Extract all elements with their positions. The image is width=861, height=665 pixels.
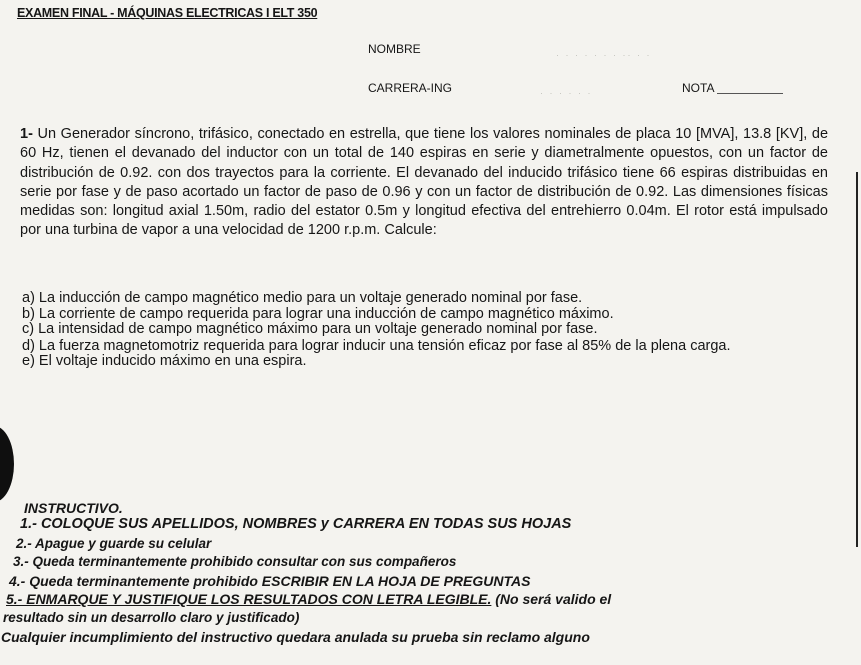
instructions-heading: INSTRUCTIVO. [24, 500, 123, 516]
page-edge-line [856, 172, 858, 547]
question-list [22, 291, 832, 369]
instruction-1: 1.- COLOQUE SUS APELLIDOS, NOMBRES y CARRERA EN TODAS SUS HOJAS [20, 516, 572, 532]
question-item-a: a) La inducción de campo magnético medio para un voltaje generado nominal por fase. [22, 290, 583, 306]
nota-label: NOTA [682, 81, 715, 95]
problem-statement [20, 125, 828, 241]
problem-text: Un Generador síncrono, trifásico, conectado en estrella, que tiene los valores nominales de placa 10 [MVA], 13.8 [KV], de 60 Hz, tienen el devanado del inductor con un total de 140 espiras en serie y diametralmente opuestos, con un factor de distribución de 0.92. con dos trayectos para la corriente. El devanado del inducido trifásico tiene 66 espiras distribuidas en serie por fase y de paso acortado un factor de paso de 0.96 y con un factor de distribución de 0.92. Las dimensiones físicas medidas son: longitud axial 1.50m, radio del estator 0.5m y longitud efectiva del entrehierro 0.04m. El rotor está impulsado por una turbina de vapor a una velocidad de 1200 r.p.m. Calcule: [20, 126, 829, 239]
nombre-label: NOMBRE [368, 42, 421, 56]
instruction-5-underlined: 5.- ENMARQUE Y JUSTIFIQUE LOS RESULTADOS CON LETRA LEGIBLE. [6, 591, 492, 607]
instruction-5-rest: (No será valido el [491, 591, 612, 607]
nota-field [682, 81, 783, 95]
question-item-d: d) La fuerza magnetomotriz requerida para lograr inducir una tensión eficaz por fase al 85% de la plena carga. [22, 337, 731, 354]
faint-scan-marks: · · · · · · · ·· · · [556, 50, 652, 60]
question-item-e: e) El voltaje inducido máximo en una espira. [22, 352, 307, 369]
scan-binding-mark [0, 426, 14, 502]
faint-scan-marks: · · · · · · [540, 88, 593, 98]
instruction-5 [6, 591, 611, 607]
instruction-5-continued: resultado sin un desarrollo claro y justificado) [3, 610, 300, 625]
carrera-label: CARRERA-ING [368, 81, 453, 95]
problem-number: 1- [20, 126, 33, 142]
instruction-2: 2.- Apague y guarde su celular [16, 536, 212, 551]
instruction-4: 4.- Queda terminantemente prohibido ESCRIBIR EN LA HOJA DE PREGUNTAS [9, 573, 531, 589]
question-item-c: c) La intensidad de campo magnético máximo para un voltaje generado nominal por fase. [22, 321, 598, 337]
question-item-b: b) La corriente de campo requerida para lograr una inducción de campo magnético máximo. [22, 305, 614, 322]
instruction-3: 3.- Queda terminantemente prohibido consultar con sus compañeros [13, 554, 457, 569]
instructions-closing: Cualquier incumplimiento del instructivo quedara anulada su prueba sin reclamo alguno [1, 629, 590, 645]
nota-blank-line [717, 93, 783, 94]
exam-title: EXAMEN FINAL - MÁQUINAS ELECTRICAS I ELT 350 [17, 6, 318, 20]
